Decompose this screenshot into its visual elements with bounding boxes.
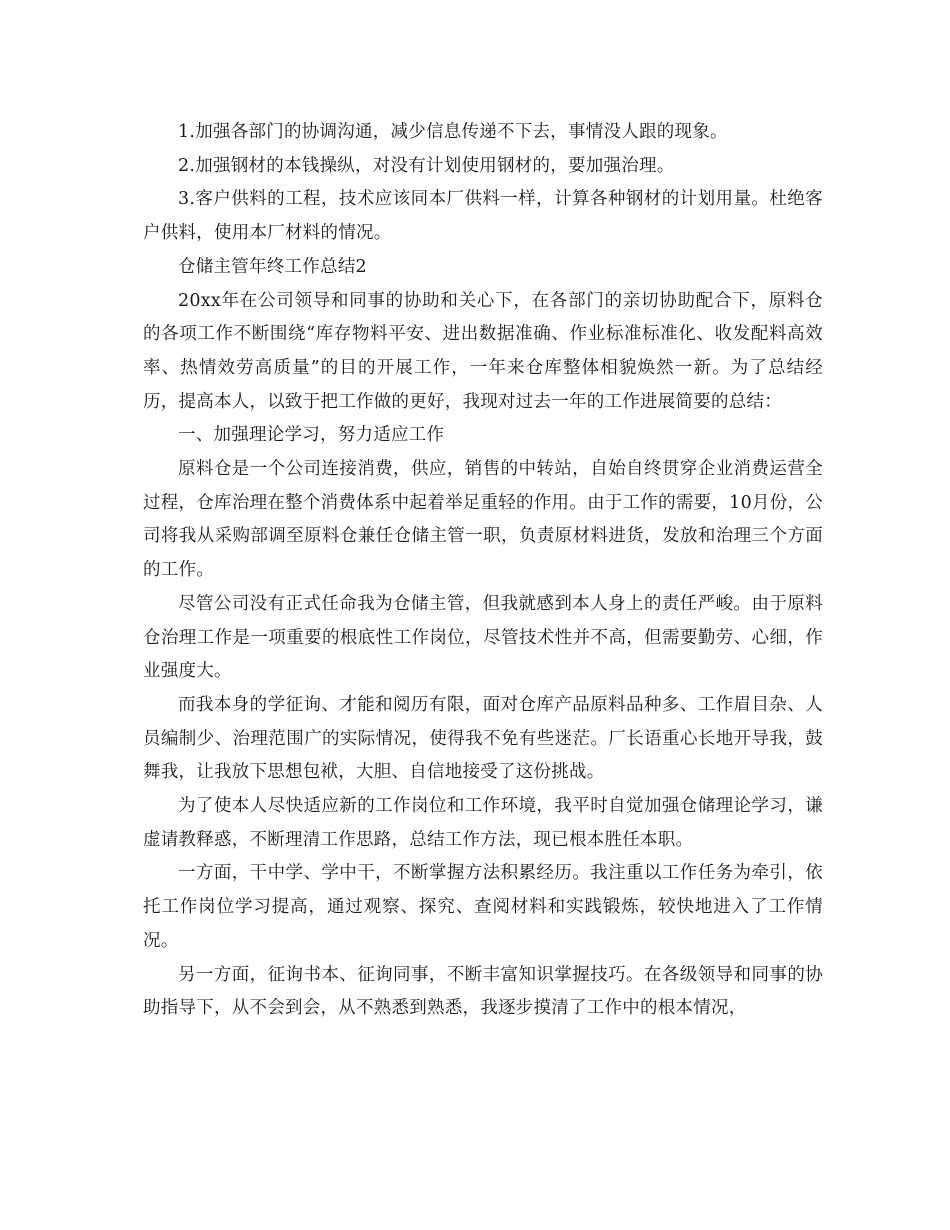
body-paragraph: 尽管公司没有正式任命我为仓储主管，但我就感到本人身上的责任严峻。由于原料仓治理工作是一项重要的根底性工作岗位，尽管技术性并不高，但需要勤劳、心细，作业强度大。 — [143, 593, 823, 682]
list-item-2: 2.加强钢材的本钱操纵，对没有计划使用钢材的，要加强治理。 — [178, 155, 675, 176]
body-paragraph: 为了使本人尽快适应新的工作岗位和工作环境，我平时自觉加强仓储理论学习，谦虚请教释惑，不断理清工作思路，总结工作方法，现已根本胜任本职。 — [143, 796, 823, 850]
list-item-3: 3.客户供料的工程，技术应该同本厂供料一样，计算各种钢材的计划用量。杜绝客户供料，使用本厂材料的情况。 — [143, 189, 823, 244]
list-item-1: 1.加强各部门的协调沟通，减少信息传递不下去，事情没人跟的现象。 — [178, 122, 728, 142]
section-title: 仓储主管年终工作总结2 — [178, 256, 367, 277]
intro-paragraph: 20xx年在公司领导和同事的协助和关心下，在各部门的亲切协助配合下，原料仓的各项工作不断围绕“库存物料平安、进出数据准确、作业标准标准化、收发配料高效率、热情效劳高质量”的目的开展工作，一年来仓库整体相貌焕然一新。为了总结经历，提高本人，以致于把工作做的更好，我现对过去一年的工作进展简要的总结： — [143, 290, 823, 412]
body-paragraph: 一方面，干中学、学中干，不断掌握方法积累经历。我注重以工作任务为牵引，依托工作岗位学习提高，通过观察、探究、查阅材料和实践锻炼，较快地进入了工作情况。 — [143, 863, 823, 951]
body-paragraph: 原料仓是一个公司连接消费，供应，销售的中转站，自始自终贯穿企业消费运营全过程，仓库治理在整个消费体系中起着举足重轻的作用。由于工作的需要，10月份，公司将我从采购部调至原料仓兼任仓储主管一职，负责原材料进货，发放和治理三个方面的工作。 — [143, 459, 823, 581]
body-paragraph: 另一方面，征询书本、征询同事，不断丰富知识掌握技巧。在各级领导和同事的协助指导下，从不会到会，从不熟悉到熟悉，我逐步摸清了工作中的根本情况， — [143, 964, 823, 1019]
body-paragraph: 而我本身的学征询、才能和阅历有限，面对仓库产品原料品种多、工作眉目杂、人员编制少、治理范围广的实际情况，使得我不免有些迷茫。厂长语重心长地开导我，鼓舞我，让我放下思想包袱，大胆、自信地接受了这份挑战。 — [143, 694, 823, 783]
subsection-heading: 一、加强理论学习，努力适应工作 — [178, 425, 445, 446]
document-body — [143, 116, 823, 1026]
